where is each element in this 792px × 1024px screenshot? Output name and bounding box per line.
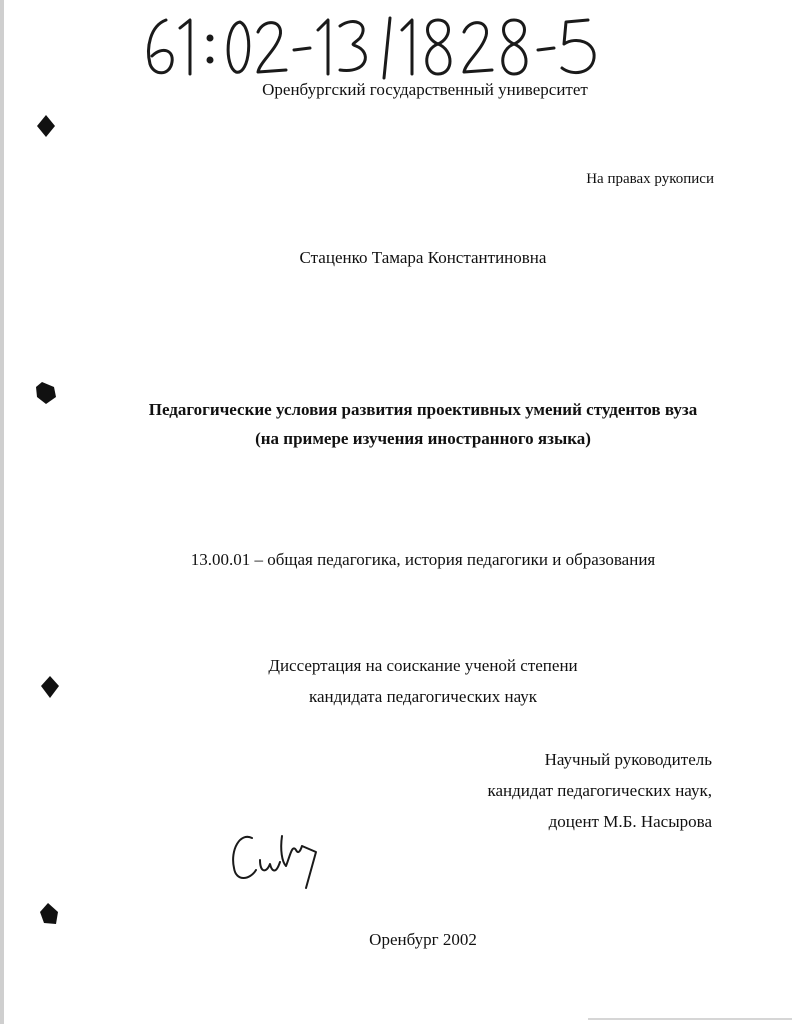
manuscript-rights-note: На правах рукописи [586,171,714,187]
supervisor-name: доцент М.Б. Насырова [548,812,712,831]
handwritten-catalog-number [140,14,620,80]
specialty-code: 13.00.01 – общая педагогика, история педагогики и образования [190,550,656,569]
scan-hole-mark-icon [38,675,62,699]
supervisor-heading: Научный руководитель [544,750,712,769]
scan-hole-mark-icon [38,902,62,926]
scan-hole-mark-icon [34,114,58,138]
supervisor-degree: кандидат педагогических наук, [487,781,712,800]
handwritten-signature [226,826,326,892]
dissertation-title: Педагогические условия развития проективных умений студентов вуза [148,400,698,419]
university-name: Оренбургский государственный университет [262,80,588,99]
author-name: Стаценко Тамара Константиновна [299,248,547,267]
scan-hole-mark-icon [34,381,58,405]
scan-edge-left [0,0,4,1024]
dissertation-subtitle: (на примере изучения иностранного языка) [255,429,591,448]
degree-line-2: кандидата педагогических наук [308,687,538,706]
degree-line-1: Диссертация на соискание ученой степени [268,656,578,675]
scan-edge-bottom [588,1018,792,1020]
city-year: Оренбург 2002 [369,930,477,949]
